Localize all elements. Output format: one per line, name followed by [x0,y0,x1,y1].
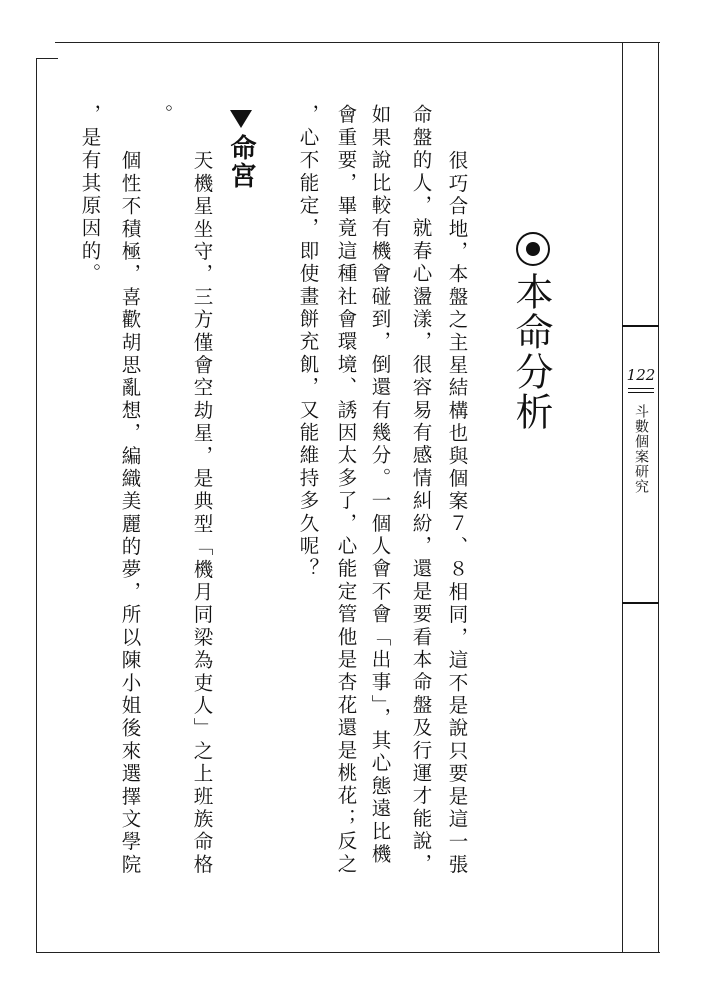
bullseye-icon [516,232,550,266]
frame-top-rule [55,42,660,43]
frame-right-outer-rule [658,42,659,952]
body-column-2: 命盤的人，就春心盪漾，很容易有感情糾紛，還是要看本命盤及行運才能說， [409,104,433,876]
section-column-2: 個性不積極，喜歡胡思亂想，編織美麗的夢，所以陳小姐後來選擇文學院 [118,150,142,877]
margin-tab-rule-top [622,325,659,327]
section-heading-block [224,110,260,220]
body-column-6: 。 [150,104,174,127]
section-heading: 命宮 [226,134,256,190]
body-column-1: 很巧合地，本盤之主星結構也與個案７、８相同，這不是說只要是這一張 [445,150,469,877]
triangle-down-icon [230,110,252,128]
body-column-4: 會重要，畢竟這種社會環境、誘因太多了，心能定管他是杏花還是桃花；反之 [334,104,358,876]
section-column-1: 天機星坐守，三方僅會空劫星，是典型「機月同梁為吏人」之上班族命格 [190,150,214,877]
frame-bottom-rule [36,952,660,953]
page-number: 122 [626,366,656,384]
frame-right-inner-rule [622,42,623,952]
chapter-title-block [506,226,558,446]
chapter-title: 本命分析 [509,272,553,432]
frame-left-rule [36,58,37,953]
running-book-title: 斗數個案研究 [633,404,649,494]
body-column-3: 如果說比較有機會碰到，倒還有幾分。一個人會不會「出事」，其心態遠比機 [368,104,392,867]
body-column-5: ，心不能定，即使畫餅充飢，又能維持多久呢？ [296,104,320,581]
page-number-rule-2 [628,392,654,393]
page-number-rule [628,388,654,389]
frame-corner-rule [36,58,58,59]
section-column-3: ，是有其原因的。 [78,104,102,286]
margin-tab-rule-bottom [622,602,659,604]
